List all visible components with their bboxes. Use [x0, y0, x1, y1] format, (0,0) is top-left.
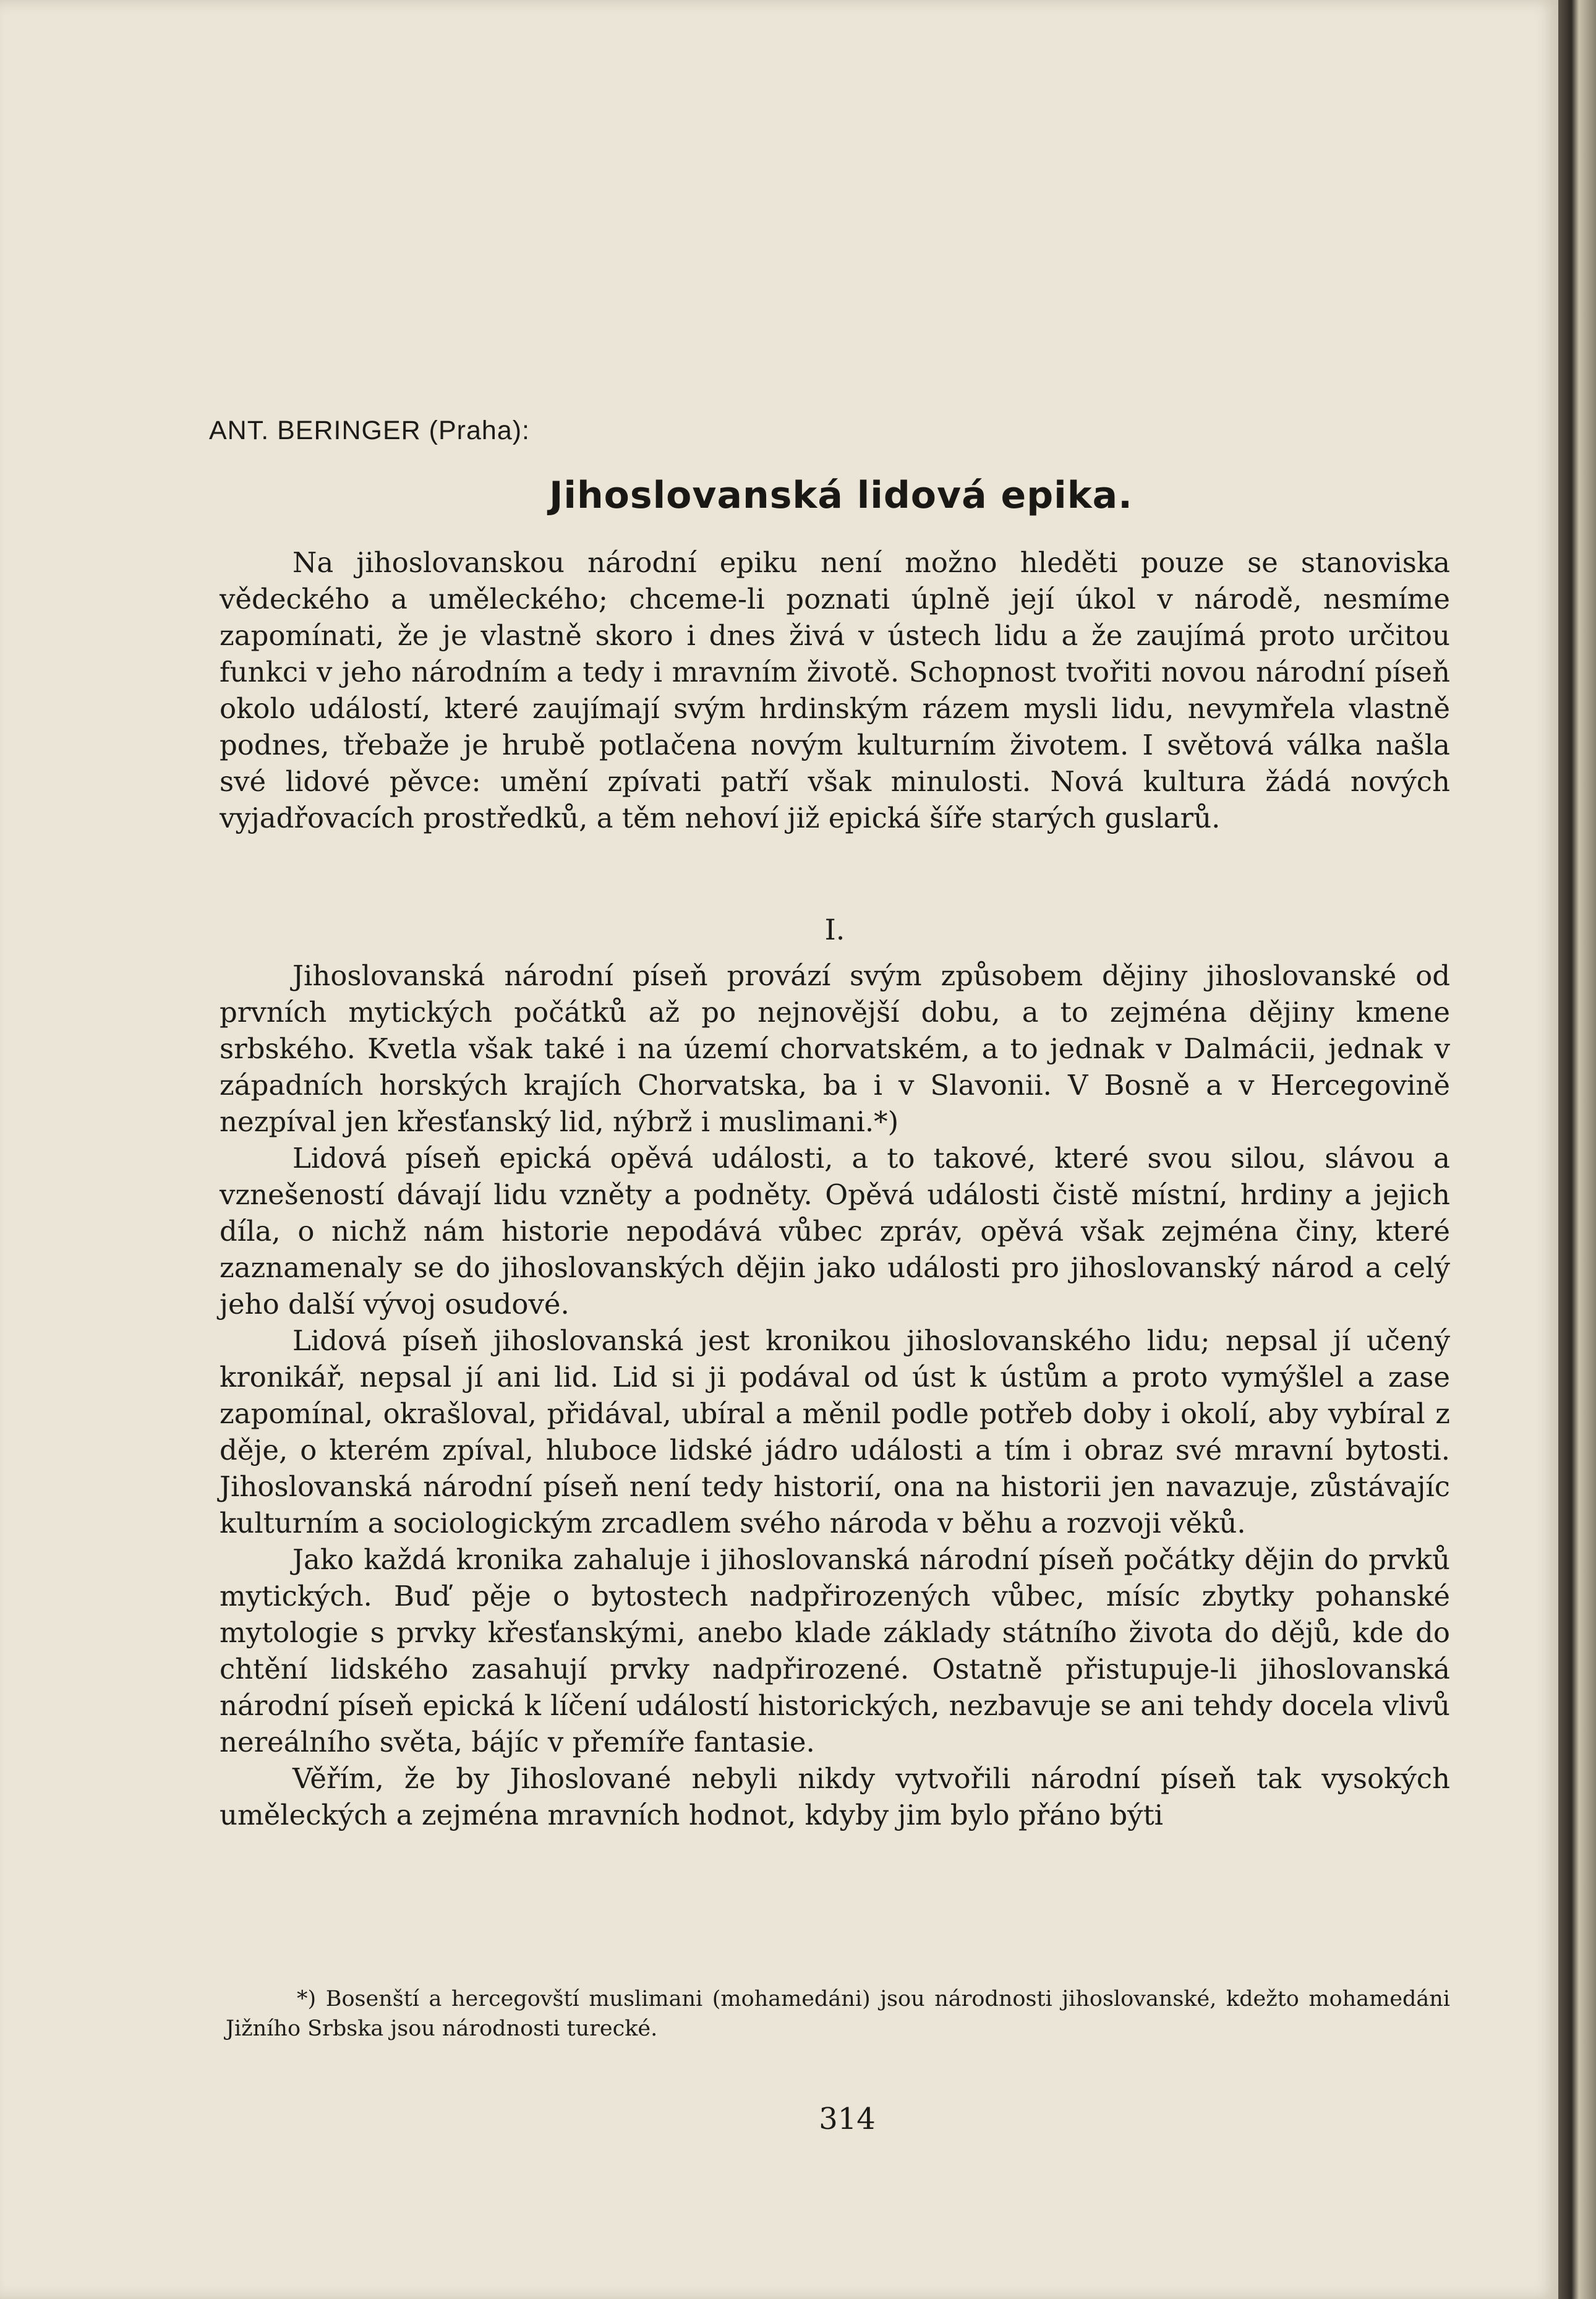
- body-paragraph: Věřím, že by Jihoslované nebyli nikdy vytvořili národní píseň tak vysokých uměleckých a zejména mravních hodnot, kdyby jim bylo přáno býti: [220, 1762, 1450, 1831]
- author-line: ANT. BERINGER (Praha):: [209, 416, 530, 445]
- body-paragraph: Lidová píseň epická opěvá události, a to takové, které svou silou, slávou a vznešeností dávají lidu vzněty a podněty. Opěvá události čistě místní, hrdiny a jejich díla, o nichž nám historie nepodává vůbec zpráv, opěvá však zejména činy, které zaznamenaly se do jihoslovanských dějin jako události pro jihoslovanský národ a celý jeho další vývoj osudové.: [220, 1142, 1450, 1321]
- body-paragraph: Jako každá kronika zahaluje i jihoslovanská národní píseň počátky dějin do prvků mytických. Buď pěje o bytostech nadpřirozených vůbec, mísíc zbytky pohanské mytologie s prvky křesťanskými, anebo klade základy státního života do dějů, kde do chtění lidského zasahují prvky nadpřirozené. Ostatně přistupuje-li jihoslovanská národní píseň epická k líčení událostí historických, nezbavuje se ani tehdy docela vlivů nereálního světa, bájíc v přemíře fantasie.: [220, 1543, 1450, 1758]
- intro-paragraph: Na jihoslovanskou národní epiku není možno hleděti pouze se stanoviska vědeckého a uměleckého; chceme-li poznati úplně její úkol v národě, nesmíme zapomínati, že je vlastně skoro i dnes živá v ústech lidu a že zaujímá proto určitou funkci v jeho národním a tedy i mravním životě. Schopnost tvořiti novou národní píseň okolo událostí, které zaujímají svým hrdinským rázem mysli lidu, nevymřela vlastně podnes, třebaže je hrubě potlačena novým kulturním životem. I světová válka našla své lidové pěvce: umění zpívati patří však minulosti. Nová kultura žádá nových vyjadřovacích prostředků, a těm nehoví již epická šíře starých guslarů.: [220, 546, 1450, 834]
- body-section: [220, 957, 1450, 1833]
- body-paragraph: Lidová píseň jihoslovanská jest kronikou jihoslovanského lidu; nepsal jí učený kronikář, nepsal jí ani lid. Lid si ji podával od úst k ústům a proto vymýšlel a zase zapomínal, okrašloval, přidával, ubíral a měnil podle potřeb doby i okolí, aby vybíral z děje, o kterém zpíval, hluboce lidské jádro události a tím i obraz své mravní bytosti. Jihoslovanská národní píseň není tedy historií, ona na historii jen navazuje, zůstávajíc kulturním a sociologickým zrcadlem svého národa v běhu a rozvoji věků.: [220, 1324, 1450, 1539]
- body-paragraph: Jihoslovanská národní píseň provází svým způsobem dějiny jihoslovanské od prvních mytických počátků až po nejnovější dobu, a to zejména dějiny kmene srbského. Kvetla však také i na území chorvatském, a to jednak v Dalmácii, jednak v západních horských krajích Chorvatska, ba i v Slavonii. V Bosně a v Hercegovině nezpíval jen křesťanský lid, nýbrž i muslimani.*): [220, 959, 1450, 1138]
- section-heading: I.: [824, 913, 845, 946]
- page-number: 314: [819, 2102, 876, 2136]
- book-spine: [1558, 0, 1596, 2299]
- article-title: Jihoslovanská lidová epika.: [549, 474, 1133, 517]
- intro-section: [220, 544, 1450, 836]
- footnote: *) Bosenští a hercegovští muslimani (mohamedáni) jsou národnosti jihoslovanské, kdežto mohamedáni Jižního Srbska jsou národnosti turecké.: [226, 1987, 1450, 2041]
